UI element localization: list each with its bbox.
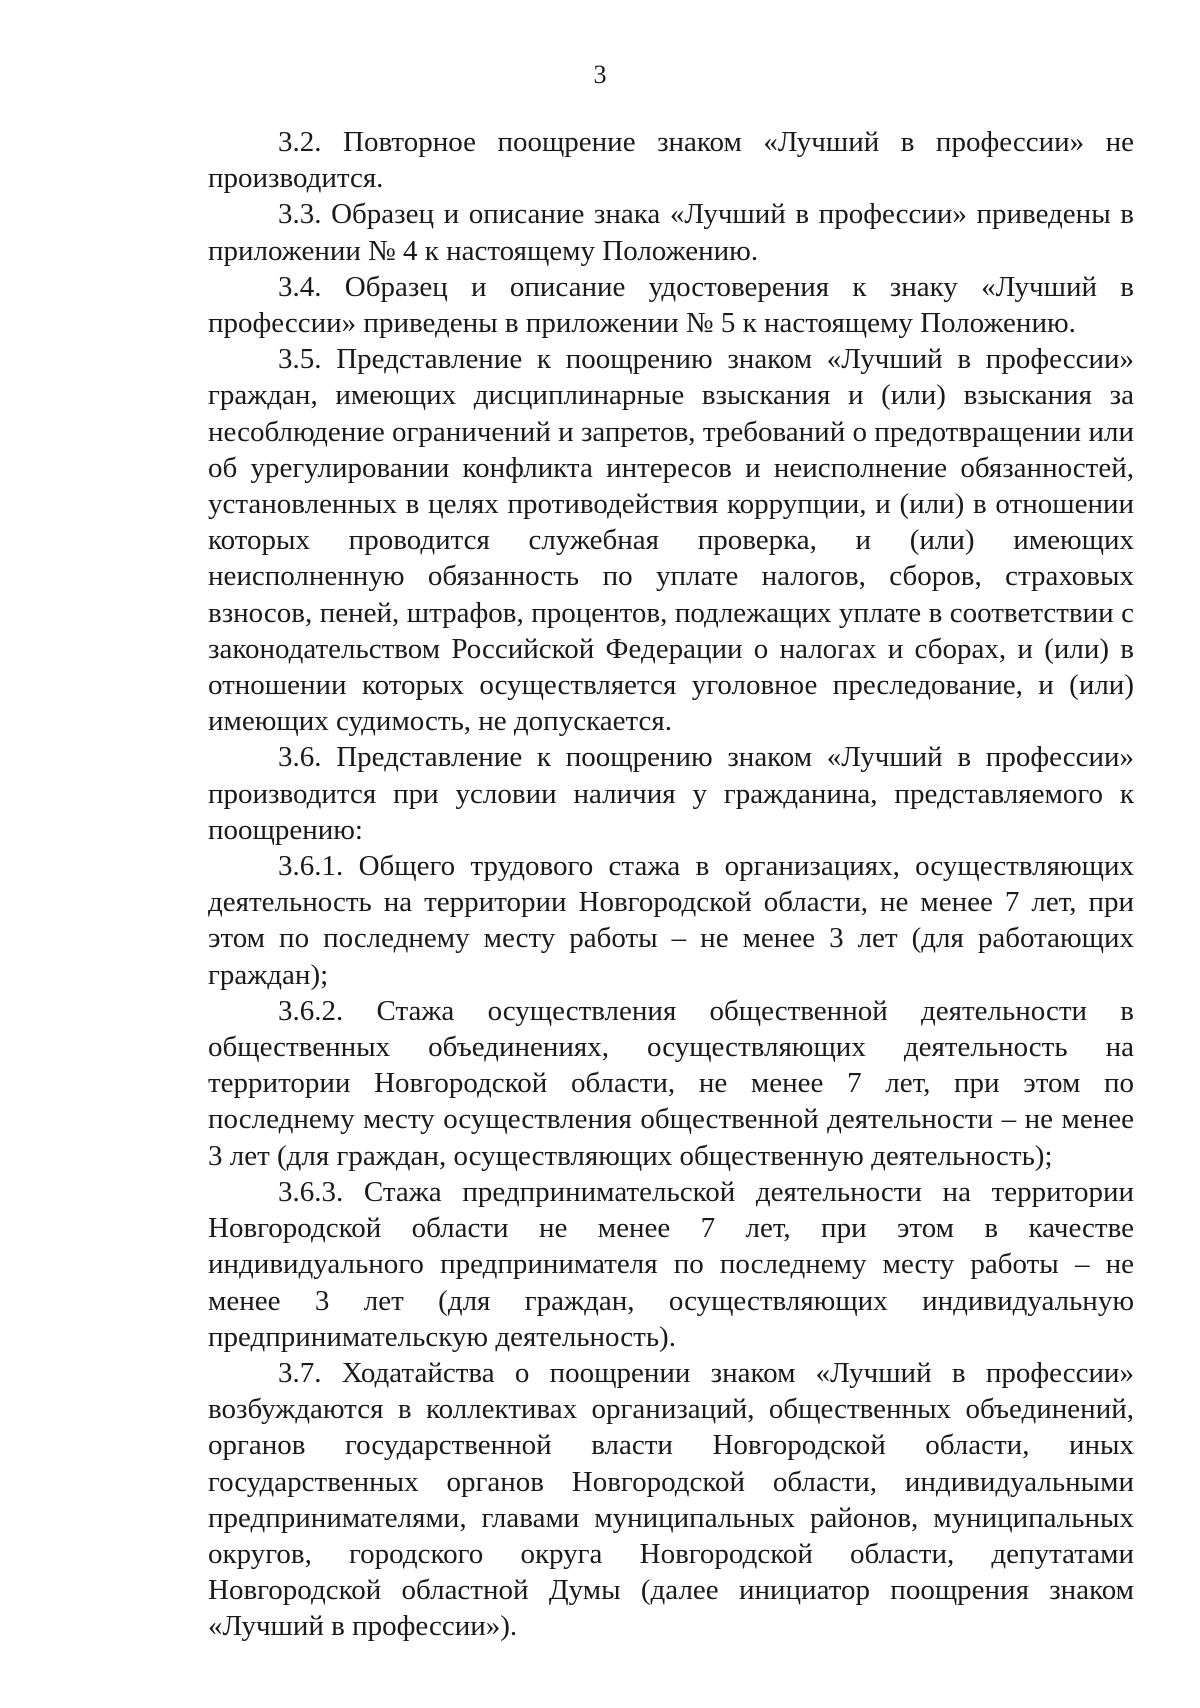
paragraph-3-7: 3.7. Ходатайства о поощрении знаком «Лучший в профессии» возбуждаются в коллективах организаций, общественных объединений, органов государственной власти Новгородской области, иных государственных органов Новгородской области, индивидуальными предпринимателями, главами муниципальных районов, муниципальных округов, городского округа Новгородской области, депутатами Новгородской областной Думы (далее инициатор поощрения знаком «Лучший в профессии»). [208,1356,1134,1643]
paragraph-3-6-3: 3.6.3. Стажа предпринимательской деятельности на территории Новгородской области не менее 7 лет, при этом в качестве индивидуального предпринимателя по последнему месту работы – не менее 3 лет (для граждан, осуществляющих индивидуальную предпринимательскую деятельность). [208,1175,1134,1353]
document-body [208,124,1134,1645]
paragraph-3-5: 3.5. Представление к поощрению знаком «Лучший в профессии» граждан, имеющих дисциплинарные взыскания и (или) взыскания за несоблюдение ограничений и запретов, требований о предотвращении или об урегулировании конфликта интересов и неисполнение обязанностей, установленных в целях противодействия коррупции, и (или) в отношении которых проводится служебная проверка, и (или) имеющих неисполненную обязанность по уплате налогов, сборов, страховых взносов, пеней, штрафов, процентов, подлежащих уплате в соответствии с законодательством Российской Федерации о налогах и сборах, и (или) в отношении которых осуществляется уголовное преследование, и (или) имеющих судимость, не допускается. [208,343,1134,738]
page-number: 3 [593,60,607,89]
paragraph-3-6-2: 3.6.2. Стажа осуществления общественной деятельности в общественных объединениях, осуществляющих деятельность на территории Новгородской области, не менее 7 лет, при этом по последнему месту осуществления общественной деятельности – не менее 3 лет (для граждан, осуществляющих общественную деятельность); [208,994,1134,1172]
paragraph-3-4: 3.4. Образец и описание удостоверения к знаку «Лучший в профессии» приведены в приложении № 5 к настоящему Положению. [208,270,1134,340]
paragraph-3-2: 3.2. Повторное поощрение знаком «Лучший в профессии» не производится. [208,126,1134,195]
paragraph-3-6-1: 3.6.1. Общего трудового стажа в организациях, осуществляющих деятельность на территории Новгородской области, не менее 7 лет, при этом по последнему месту работы – не менее 3 лет (для работающих граждан); [208,850,1134,991]
paragraph-3-3: 3.3. Образец и описание знака «Лучший в профессии» приведены в приложении № 4 к настоящему Положению. [208,198,1134,267]
paragraph-3-6: 3.6. Представление к поощрению знаком «Лучший в профессии» производится при условии наличия у гражданина, представляемого к поощрению: [208,741,1134,846]
